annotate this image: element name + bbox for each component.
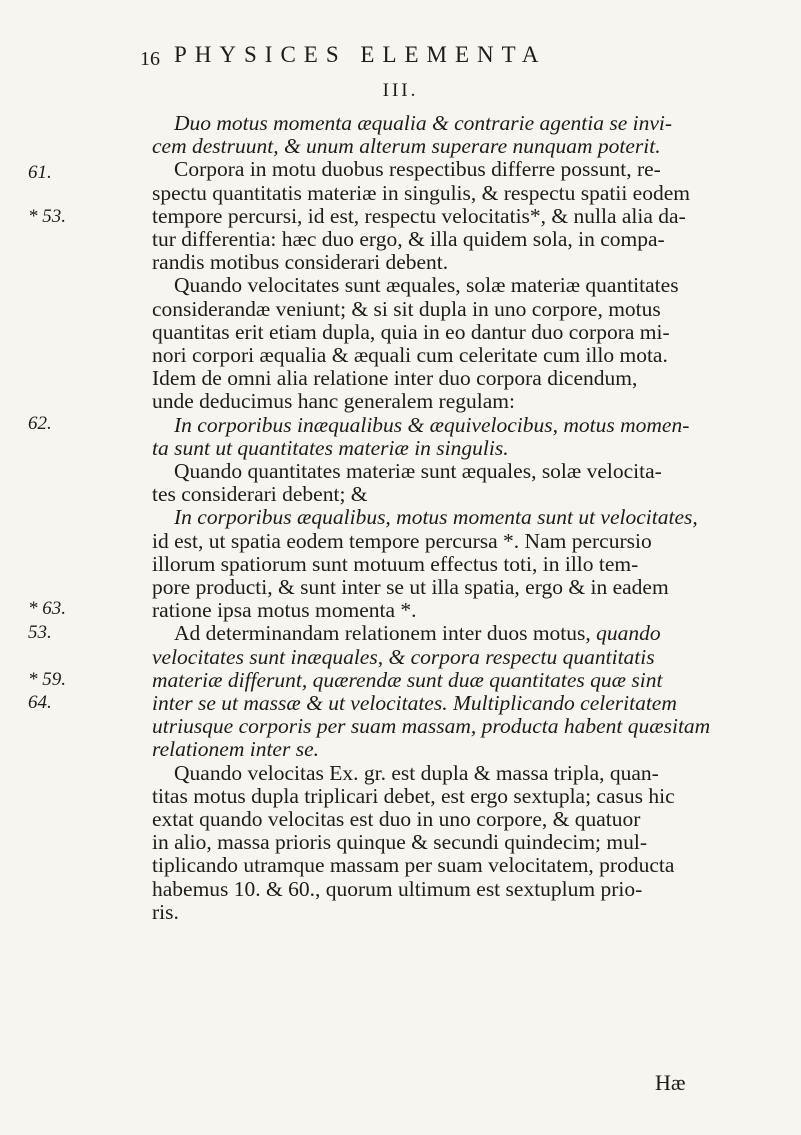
text-line: quantitas erit etiam dupla, quia in eo dantur duo corpora mi-	[152, 319, 670, 344]
text-line: tes considerari debent; &	[152, 482, 368, 507]
text-line: Quando quantitates materiæ sunt æquales, solæ velocita-	[174, 459, 662, 483]
text-line: habemus 10. & 60., quorum ultimum est sextuplum prio-	[152, 876, 643, 901]
text-line: ta sunt ut quantitates materiæ in singulis.	[152, 435, 509, 460]
margin-note: * 59.	[28, 669, 66, 690]
text-line: tur differentia: hæc duo ergo, & illa quidem sola, in compa-	[152, 227, 665, 251]
text-line: nori corpori æqualia & æquali cum celeritate cum illo mota.	[152, 343, 668, 367]
text-line: titas motus dupla triplicari debet, est ergo sextupla; casus hic	[152, 783, 675, 808]
text-line: inter se ut massæ & ut velocitates. Multiplicando celeritatem	[152, 691, 677, 715]
text-line: In corporibus æqualibus, motus momenta sunt ut velocitates,	[174, 505, 698, 530]
text-line: ris.	[152, 899, 179, 924]
text-line: id est, ut spatia eodem tempore percursa *. Nam percursio	[152, 528, 652, 553]
text-line: in alio, massa prioris quinque & secundi quindecim; mul-	[152, 830, 648, 855]
margin-note: 53.	[28, 622, 52, 643]
text-line: materiæ differunt, quærendæ sunt duæ quantitates quæ sint	[152, 667, 663, 692]
text-line: randis motibus considerari debent.	[152, 250, 449, 275]
text-line: utriusque corporis per suam massam, producta habent quæsitam	[152, 714, 711, 739]
text-line: pore producti, & sunt inter se ut illa spatia, ergo & in eadem	[152, 575, 669, 599]
page-number: 16	[140, 48, 160, 70]
text-line: velocitates sunt inæquales, & corpora respectu quantitatis	[152, 644, 655, 669]
text-line: Idem de omni alia relatione inter duo corpora dicendum,	[152, 366, 638, 391]
margin-note: * 63.	[28, 598, 66, 619]
text-line: considerandæ veniunt; & si sit dupla in uno corpore, motus	[152, 296, 661, 321]
text-line: spectu quantitatis materiæ in singulis, & respectu spatii eodem	[152, 180, 690, 205]
running-title: PHYSICES ELEMENTA	[174, 42, 547, 67]
text-line: illorum spatiorum sunt motuum effectus toti, in illo tem-	[152, 551, 639, 576]
text-line: Corpora in motu duobus respectibus differre possunt, re-	[174, 157, 661, 182]
chapter-number: III.	[382, 80, 419, 101]
text-line: relationem inter se.	[152, 737, 319, 762]
running-header	[140, 42, 700, 72]
text-line: unde deducimus hanc generalem regulam:	[152, 389, 515, 414]
text-line: In corporibus inæqualibus & æquivelocibus, motus momen-	[174, 412, 690, 437]
text-line: tiplicando utramque massam per suam velocitatem, producta	[152, 853, 675, 878]
text-line: Quando velocitates sunt æquales, solæ materiæ quantitates	[174, 273, 679, 298]
text-line: Ad determinandam relationem inter duos motus, quando	[174, 621, 661, 646]
margin-note: 64.	[28, 692, 52, 713]
margin-note: * 53.	[28, 206, 66, 227]
text-line: cem destruunt, & unum alterum superare nunquam poterit.	[152, 134, 661, 159]
catchword: Hæ	[655, 1070, 686, 1095]
text-line: extat quando velocitas est duo in uno corpore, & quatuor	[152, 807, 641, 831]
margin-note: 61.	[28, 162, 52, 183]
text-line: tempore percursi, id est, respectu velocitatis*, & nulla alia da-	[152, 203, 686, 228]
text-line: Quando velocitas Ex. gr. est dupla & massa tripla, quan-	[174, 760, 659, 785]
margin-note: 62.	[28, 413, 52, 434]
text-line: Duo motus momenta æqualia & contrarie agentia se invi-	[174, 111, 673, 135]
text-line: ratione ipsa motus momenta *.	[152, 598, 417, 623]
